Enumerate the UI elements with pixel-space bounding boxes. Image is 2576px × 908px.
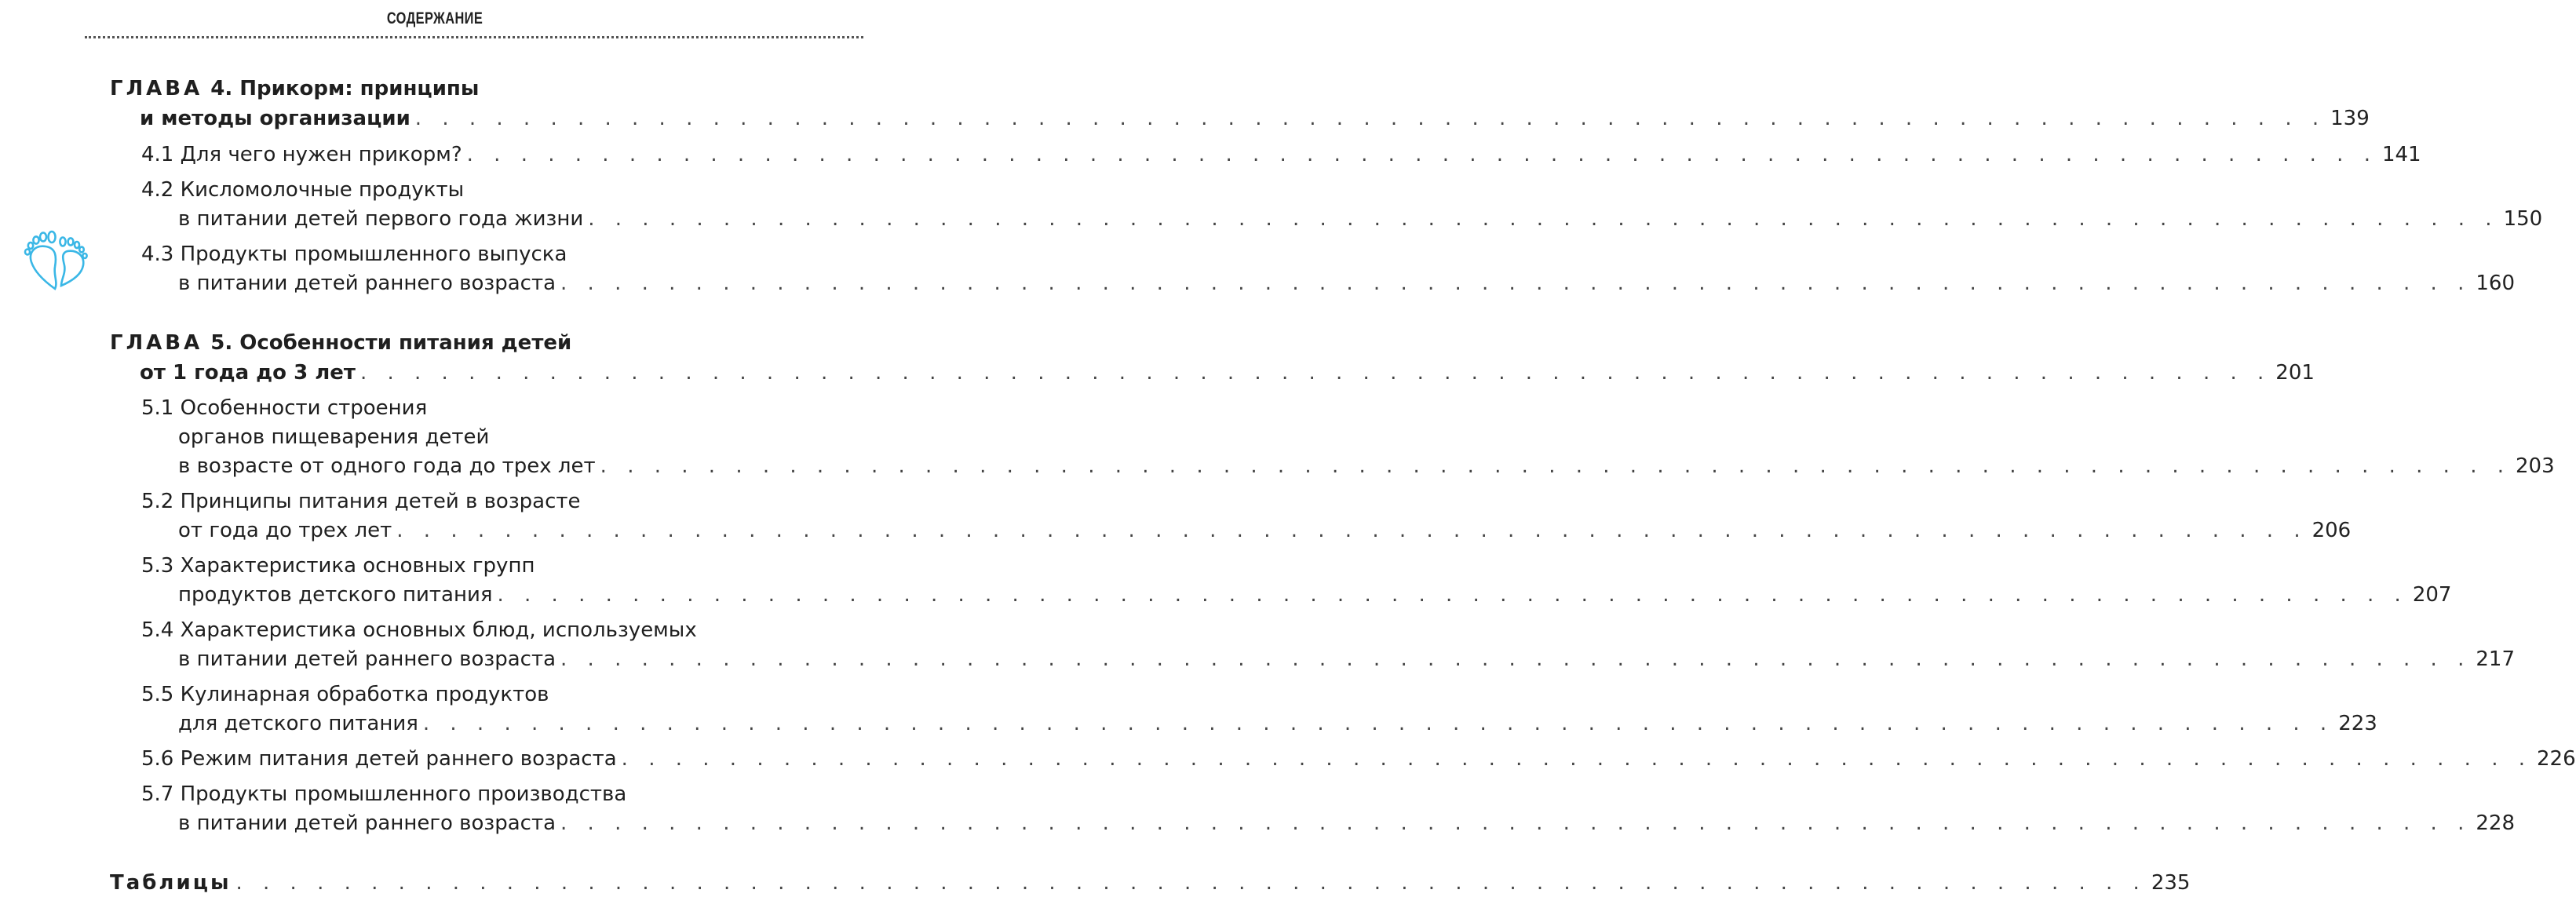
toc-entry-5-2[interactable]	[110, 490, 773, 521]
page-number: 150	[2503, 207, 2543, 231]
dot-leader: . . . . . . . . . . . . . . . . . . . . . . . . . . . . . . . . . . . . . . . . . . . . . . . . . . . . . . . . . . . . . . . . . . . . . . .	[621, 747, 2532, 771]
dot-leader: . . . . . . . . . . . . . . . . . . . . . . . . . . . . . . . . . . . . . . . . . . . . . . . . . . . . . . . . . . . . . . . . . . . . . . .	[235, 871, 2147, 895]
section-title: в питании детей первого года жизни	[178, 207, 584, 231]
toc-entry-5-3-cont[interactable]	[110, 583, 2452, 614]
baby-feet-icon	[16, 228, 94, 292]
section-title: в возрасте от одного года до трех лет	[178, 454, 596, 478]
toc-entry-5-1[interactable]	[110, 396, 773, 428]
section-title: 4.2 Кисломолочные продукты	[141, 178, 465, 202]
toc-entry-4-2[interactable]	[110, 178, 773, 210]
section-title: 4.3 Продукты промышленного выпуска	[141, 242, 567, 266]
toc-entry-5-3[interactable]	[110, 554, 773, 585]
section-title: от года до трех лет	[178, 519, 392, 542]
toc-entry-4-3-cont[interactable]	[110, 272, 2515, 303]
chapter-5-heading[interactable]	[110, 331, 773, 363]
page-number: 201	[2275, 361, 2315, 385]
chapter-title: 4. Прикорм: принципы	[210, 77, 480, 100]
dot-leader: . . . . . . . . . . . . . . . . . . . . . . . . . . . . . . . . . . . . . . . . . . . . . . . . . . . . . . . . . . . . . . . . . . . . . . .	[422, 712, 2334, 735]
toc-entry-5-2-cont[interactable]	[110, 519, 2352, 550]
section-title: органов пищеварения детей	[178, 425, 490, 449]
dot-leader: . . . . . . . . . . . . . . . . . . . . . . . . . . . . . . . . . . . . . . . . . . . . . . . . . . . . . . . . . . . . . . . . . . . . . . .	[414, 107, 2326, 130]
toc-entry-tables[interactable]	[110, 871, 2191, 903]
chapter-label: ГЛАВА	[110, 331, 203, 355]
chapter-4-entry[interactable]	[110, 107, 2370, 138]
page-header-title: СОДЕРЖАНИЕ	[386, 9, 483, 27]
dot-leader: . . . . . . . . . . . . . . . . . . . . . . . . . . . . . . . . . . . . . . . . . . . . . . . . . . . . . . . . . . . . . . . . . . . . . . .	[466, 143, 2377, 166]
toc-entry-4-1[interactable]	[110, 143, 2421, 174]
section-title: 5.4 Характеристика основных блюд, используемых	[141, 618, 697, 642]
page-number: 139	[2330, 107, 2370, 130]
toc-entry-5-1-cont2[interactable]	[110, 454, 2555, 486]
toc-entry-5-7-cont[interactable]	[110, 811, 2515, 843]
toc-entry-4-3[interactable]	[110, 242, 773, 274]
header-dotted-rule	[85, 36, 863, 38]
toc-entry-5-5[interactable]	[110, 683, 773, 714]
page-number: 160	[2476, 272, 2515, 295]
section-title: 5.2 Принципы питания детей в возрасте	[141, 490, 581, 513]
toc-entry-5-1-cont[interactable]	[110, 425, 773, 457]
section-title: 5.3 Характеристика основных групп	[141, 554, 535, 578]
page-number: 228	[2476, 811, 2515, 835]
chapter-5-entry[interactable]	[110, 361, 2315, 392]
page-number: 207	[2412, 583, 2452, 607]
section-title: для детского питания	[178, 712, 418, 735]
page-number: 226	[2537, 747, 2576, 771]
toc-entry-4-2-cont[interactable]	[110, 207, 2543, 239]
dot-leader: . . . . . . . . . . . . . . . . . . . . . . . . . . . . . . . . . . . . . . . . . . . . . . . . . . . . . . . . . . . . . . . . . . . . . . .	[560, 647, 2472, 671]
page-number: 141	[2381, 143, 2421, 166]
section-title: в питании детей раннего возраста	[178, 811, 556, 835]
page-number: 235	[2151, 871, 2191, 895]
section-title: продуктов детского питания	[178, 583, 493, 607]
section-title: в питании детей раннего возраста	[178, 272, 556, 295]
dot-leader: . . . . . . . . . . . . . . . . . . . . . . . . . . . . . . . . . . . . . . . . . . . . . . . . . . . . . . . . . . . . . . . . . . . . . . .	[560, 811, 2472, 835]
page-number: 223	[2338, 712, 2377, 735]
section-title: 5.6 Режим питания детей раннего возраста	[141, 747, 617, 771]
toc-entry-5-7[interactable]	[110, 782, 773, 814]
chapter-4-heading[interactable]	[110, 77, 773, 108]
chapter-label: ГЛАВА	[110, 77, 203, 100]
dot-leader: . . . . . . . . . . . . . . . . . . . . . . . . . . . . . . . . . . . . . . . . . . . . . . . . . . . . . . . . . . . . . . . . . . . . . . .	[396, 519, 2308, 542]
tables-title: Таблицы	[110, 871, 232, 895]
dot-leader: . . . . . . . . . . . . . . . . . . . . . . . . . . . . . . . . . . . . . . . . . . . . . . . . . . . . . . . . . . . . . . . . . . . . . . .	[588, 207, 2499, 231]
section-title: 4.1 Для чего нужен прикорм?	[141, 143, 462, 166]
chapter-title: от 1 года до 3 лет	[140, 361, 356, 385]
toc-entry-5-6[interactable]	[110, 747, 2576, 779]
chapter-title: и методы организации	[140, 107, 410, 130]
dot-leader: . . . . . . . . . . . . . . . . . . . . . . . . . . . . . . . . . . . . . . . . . . . . . . . . . . . . . . . . . . . . . . . . . . . . . . .	[497, 583, 2408, 607]
dot-leader: . . . . . . . . . . . . . . . . . . . . . . . . . . . . . . . . . . . . . . . . . . . . . . . . . . . . . . . . . . . . . . . . . . . . . . .	[560, 272, 2472, 295]
toc-entry-5-4-cont[interactable]	[110, 647, 2515, 679]
page-number: 206	[2311, 519, 2352, 542]
section-title: 5.1 Особенности строения	[141, 396, 428, 420]
section-title: 5.5 Кулинарная обработка продуктов	[141, 683, 549, 706]
dot-leader: . . . . . . . . . . . . . . . . . . . . . . . . . . . . . . . . . . . . . . . . . . . . . . . . . . . . . . . . . . . . . . . . . . . . . . .	[359, 361, 2271, 385]
toc-entry-5-4[interactable]	[110, 618, 773, 650]
section-title: 5.7 Продукты промышленного производства	[141, 782, 627, 806]
dot-leader: . . . . . . . . . . . . . . . . . . . . . . . . . . . . . . . . . . . . . . . . . . . . . . . . . . . . . . . . . . . . . . . . . . . . . . .	[600, 454, 2511, 478]
section-title: в питании детей раннего возраста	[178, 647, 556, 671]
chapter-title: 5. Особенности питания детей	[210, 331, 572, 355]
page-number: 217	[2476, 647, 2515, 671]
page-number: 203	[2516, 454, 2555, 478]
toc-entry-5-5-cont[interactable]	[110, 712, 2377, 743]
